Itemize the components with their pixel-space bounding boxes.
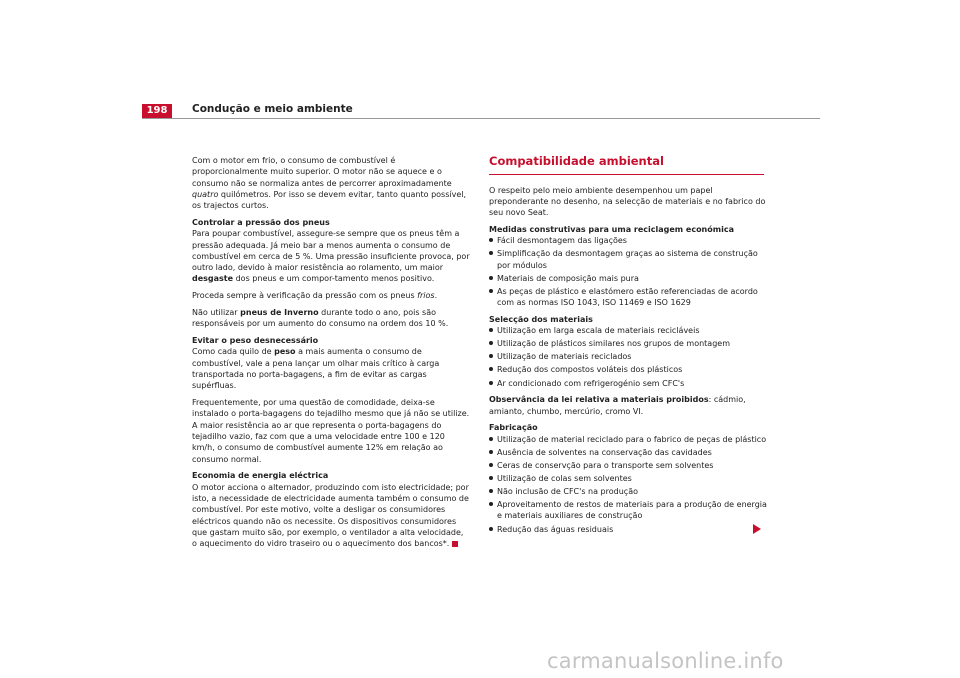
- watermark: carmanualsonline.info: [547, 649, 784, 673]
- list-item: Não inclusão de CFC's na produção: [489, 486, 769, 497]
- bullet-icon: [489, 476, 493, 480]
- chapter-title: Condução e meio ambiente: [192, 103, 353, 115]
- bullet-icon: [489, 489, 493, 493]
- materials-list: [489, 325, 769, 389]
- left-column: [192, 155, 470, 555]
- bullet-icon: [489, 238, 493, 242]
- construction-list: [489, 235, 769, 308]
- energy-paragraph: O motor acciona o alternador, produzindo com isto electricidade; por isto, a necessidade de electricidade aumenta também o consumo de combustível. Por este motivo, volte a desligar os consumidores eléctricos quando não os necessite. Os dispositivos consumidores que gastam muito são, por exemplo, o ventilador a alta velocidade, o aquecimento do vidro traseiro ou o aquecimento dos bancos*.: [192, 482, 469, 549]
- list-item: Utilização de material reciclado para o fabrico de peças de plástico: [489, 434, 769, 445]
- header-divider: [142, 118, 820, 119]
- list-item: Aproveitamento de restos de materiais para a produção de energia e materiais auxiliares de construção: [489, 499, 769, 522]
- list-item: As peças de plástico e elastómero estão referenciadas de acordo com as normas ISO 1043, ISO 11469 e ISO 1629: [489, 286, 769, 309]
- list-item: Ceras de conservção para o transporte sem solventes: [489, 460, 769, 471]
- bullet-icon: [489, 354, 493, 358]
- section-end-mark: [452, 541, 458, 547]
- environment-intro: O respeito pelo meio ambiente desempenhou um papel preponderante no desenho, na selecção de materiais e no fabrico do seu novo Seat.: [489, 185, 766, 218]
- weight-paragraph-1: Como cada quilo de peso a mais aumenta o consumo de combustível, vale a pena lançar um olhar mais crítico à carga transportada no porta-bagagens, a fim de evitar as cargas supérfluas.: [192, 347, 440, 391]
- list-item: Materiais de composição mais pura: [489, 273, 769, 284]
- list-item: Simplificação da desmontagem graças ao sistema de construção por módulos: [489, 248, 769, 271]
- bullet-icon: [489, 381, 493, 385]
- bullet-icon: [489, 463, 493, 467]
- tire-pressure-paragraph-3: Não utilizar pneus de Inverno durante todo o ano, pois são responsáveis por um aumento do consumo na ordem dos 10 %.: [192, 308, 449, 329]
- section-title: Compatibilidade ambiental: [489, 154, 664, 168]
- bullet-icon: [489, 502, 493, 506]
- manufacturing-heading: Fabricação: [489, 423, 538, 433]
- construction-heading: Medidas construtivas para uma reciclagem económica: [489, 224, 734, 234]
- bullet-icon: [489, 367, 493, 371]
- bullet-icon: [489, 289, 493, 293]
- list-item: Utilização de materiais reciclados: [489, 351, 769, 362]
- bullet-icon: [489, 251, 493, 255]
- intro-paragraph: Com o motor em frio, o consumo de combustível é proporcionalmente muito superior. O motor não se aquece e o consumo não se normaliza antes de percorrer aproximadamente quatro quilómetros. Por isso se devem evitar, tanto quanto possível, os trajectos curtos.: [192, 156, 467, 211]
- bullet-icon: [489, 527, 493, 531]
- list-item: Ausência de solventes na conservação das cavidades: [489, 447, 769, 458]
- energy-heading: Economia de energia eléctrica: [192, 471, 329, 481]
- next-page-arrow-icon: [753, 524, 761, 534]
- list-item: Ar condicionado com refrigerogénio sem CFC's: [489, 378, 769, 389]
- weight-heading: Evitar o peso desnecessário: [192, 336, 319, 346]
- bullet-icon: [489, 437, 493, 441]
- section-title-rule: [489, 174, 764, 175]
- bullet-icon: [489, 450, 493, 454]
- materials-heading: Selecção dos materiais: [489, 314, 593, 324]
- list-item: Utilização de colas sem solventes: [489, 473, 769, 484]
- weight-paragraph-2: Frequentemente, por uma questão de comodidade, deixa-se instalado o porta-bagagens do tejadilho mesmo que já não se utilize. A maior resistência ao ar que representa o porta-bagagens do tejadilho vazio, faz com que a uma velocidade entre 100 e 120 km/h, o consumo de combustível aumente 12% em relação ao consumo normal.: [192, 398, 470, 464]
- list-item: Fácil desmontagem das ligações: [489, 235, 769, 246]
- list-item: Utilização de plásticos similares nos grupos de montagem: [489, 338, 769, 349]
- list-item: Utilização em larga escala de materiais recicláveis: [489, 325, 769, 336]
- bullet-icon: [489, 328, 493, 332]
- prohibited-materials-paragraph: Observância da lei relativa a materiais proibidos: cádmio, amianto, chumbo, mercúrio, cromo VI.: [489, 395, 746, 416]
- bullet-icon: [489, 341, 493, 345]
- list-item: Redução das águas residuais: [489, 524, 769, 535]
- bullet-icon: [489, 276, 493, 280]
- tire-pressure-paragraph-1: Para poupar combustível, assegure-se sempre que os pneus têm a pressão adequada. Já meio bar a menos aumenta o consumo de combustível em cerca de 5 %. Uma pressão insuficiente provoca, por outro lado, devido à maior resistência ao rolamento, um maior desgaste dos pneus e um compor-tamento menos positivo.: [192, 229, 470, 284]
- tire-pressure-paragraph-2: Proceda sempre à verificação da pressão com os pneus frios.: [192, 291, 438, 301]
- right-column: [489, 155, 769, 540]
- page-number-badge: 198: [142, 104, 172, 118]
- list-item: Redução dos compostos voláteis dos plásticos: [489, 364, 769, 375]
- tire-pressure-heading: Controlar a pressão dos pneus: [192, 217, 330, 227]
- manufacturing-list: [489, 434, 769, 535]
